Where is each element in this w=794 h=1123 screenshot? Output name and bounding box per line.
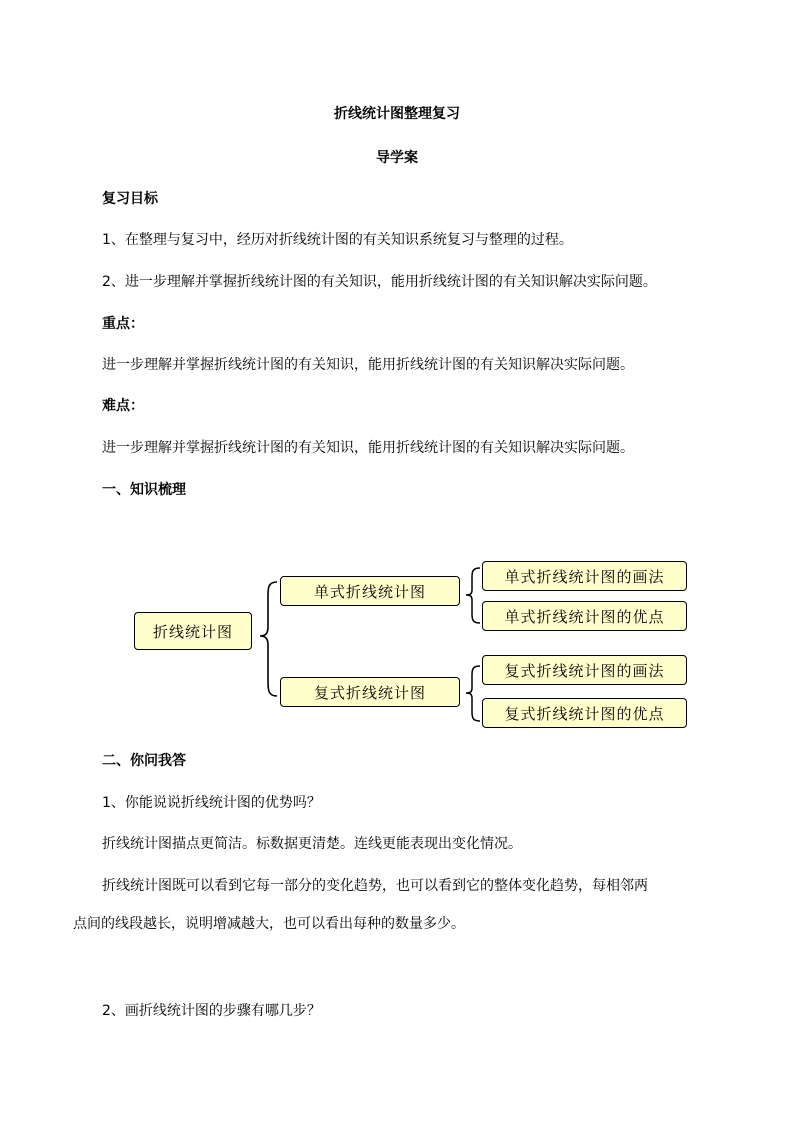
root-brace [257, 580, 281, 698]
key-point-heading: 重点： [102, 316, 144, 332]
question-1: 1、你能说说折线统计图的优势吗？ [102, 795, 321, 811]
document-title: 折线统计图整理复习 [334, 106, 460, 122]
compound-drawing-method-node: 复式折线统计图的画法 [482, 655, 687, 685]
part1-heading: 一、知识梳理 [102, 482, 186, 498]
compound-brace [463, 664, 483, 724]
single-line-chart-node: 单式折线统计图 [280, 576, 460, 606]
goal-1-text: 1、在整理与复习中，经历对折线统计图的有关知识系统复习与整理的过程。 [102, 232, 573, 248]
part2-heading: 二、你问我答 [102, 753, 186, 769]
difficult-point-heading: 难点： [102, 398, 144, 414]
goal-2-text: 2、进一步理解并掌握折线统计图的有关知识，能用折线统计图的有关知识解决实际问题。 [102, 274, 657, 290]
answer-1-paragraph-line-2: 点间的线段越长，说明增减越大，也可以看出每种的数量多少。 [73, 916, 465, 932]
goals-heading: 复习目标 [102, 191, 158, 207]
document-subtitle: 导学案 [376, 150, 418, 166]
single-drawing-method-node: 单式折线统计图的画法 [482, 561, 687, 591]
compound-advantages-node: 复式折线统计图的优点 [482, 698, 687, 728]
difficult-point-text: 进一步理解并掌握折线统计图的有关知识，能用折线统计图的有关知识解决实际问题。 [102, 440, 634, 456]
question-2: 2、画折线统计图的步骤有哪几步？ [102, 1003, 321, 1019]
key-point-text: 进一步理解并掌握折线统计图的有关知识，能用折线统计图的有关知识解决实际问题。 [102, 357, 634, 373]
single-brace [463, 566, 483, 626]
diagram-root-node: 折线统计图 [134, 612, 252, 650]
answer-1-paragraph-line-1: 折线统计图既可以看到它每一部分的变化趋势，也可以看到它的整体变化趋势，每相邻两 [102, 878, 648, 894]
answer-1-summary: 折线统计图描点更简洁。标数据更清楚。连线更能表现出变化情况。 [102, 836, 522, 852]
compound-line-chart-node: 复式折线统计图 [280, 677, 460, 707]
single-advantages-node: 单式折线统计图的优点 [482, 601, 687, 631]
